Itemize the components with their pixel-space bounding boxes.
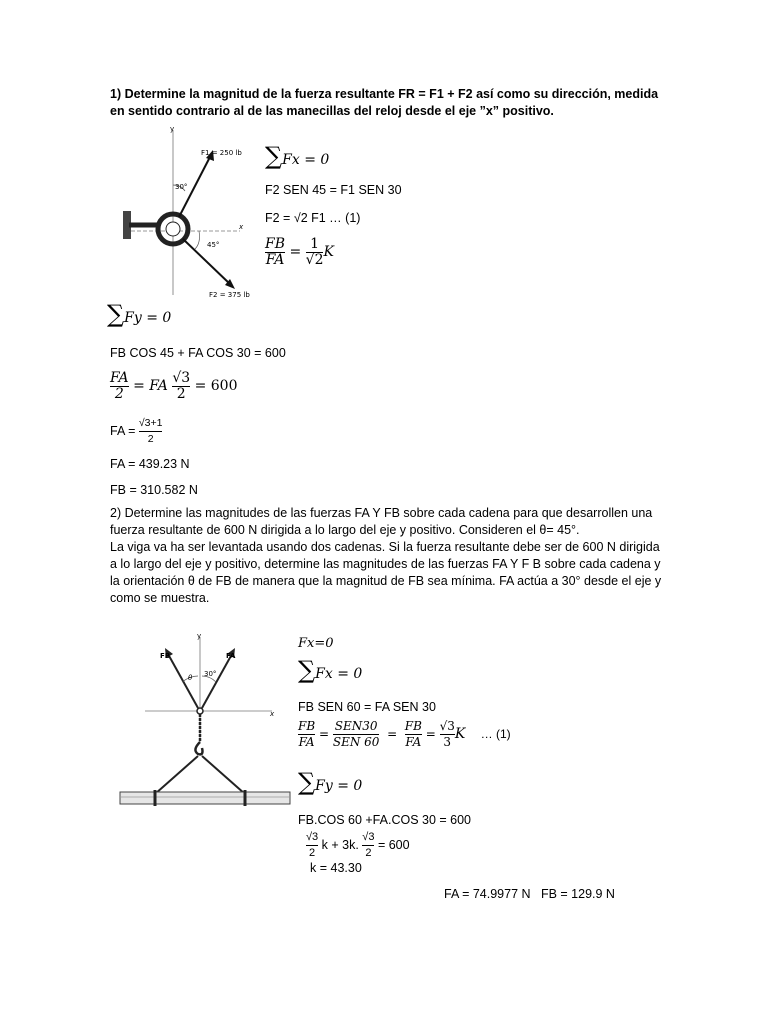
- p2-eq4: $\frac{√3}{2}$ k + 3k. $\frac{√3}{2}$ = 600: [306, 831, 410, 860]
- angle-45-label: 45°: [207, 241, 220, 249]
- fb-label: FB: [160, 652, 171, 660]
- axis-y-label: y: [170, 125, 175, 133]
- p2-sum-fx: ∑Fx = 0: [298, 656, 363, 684]
- p1-eq3: FB COS 45 + FA COS 30 = 600: [110, 346, 286, 360]
- p1-result-fa: FA = 439.23 N: [110, 457, 190, 471]
- angle-45-arc: [195, 231, 200, 249]
- problem2-statement-2: La viga va ha ser levantada usando dos cadenas. Si la fuerza resultante debe ser de 600 N dirigida a lo largo del eje y positivo, determine las magnitudes de las fuerzas FA Y F B sobre cada cadena y la orientación θ de FB de manera que la magnitud de FB sea mínima. FA actúa a 30° desde el eje y como se muestra.: [110, 540, 662, 605]
- sigma-symbol: ∑: [107, 300, 125, 328]
- angle-30-label: 30°: [175, 183, 188, 191]
- hook: [195, 742, 202, 754]
- p2-eq2: $\frac{FB}{FA}$ = $\frac{\text{SEN30}}{\text{SEN 60}}$ = $\frac{FB}{FA}$ = $\frac{√3}{3}$ K … (1): [298, 719, 511, 749]
- angle-30-label: 30°: [204, 670, 217, 678]
- left-chain: [155, 756, 198, 794]
- p1-eq4: $\frac{FA}{2}$ = FA $\frac{√3}{2}$ = 600: [110, 369, 238, 402]
- axis-y-label: y: [197, 632, 202, 640]
- eyebolt-hole: [166, 222, 180, 236]
- p1-result-fb: FB = 310.582 N: [110, 483, 198, 497]
- p1-eq5: FA = $\frac{√3+1}{2}$: [110, 417, 163, 446]
- p1-ratio: $\frac{FB}{FA}$ = $\frac{1}{√2}$ K: [265, 235, 334, 268]
- p1-sum-fy: ∑Fy = 0: [107, 300, 172, 328]
- beam: [120, 792, 290, 804]
- sigma-symbol: ∑: [298, 656, 316, 684]
- theta-label: θ: [188, 674, 193, 682]
- problem1-statement: 1) Determine la magnitud de la fuerza resultante FR = F1 + F2 así como su dirección, medida en sentido contrario al de las manecillas del reloj desde el eje ”x” positivo.: [110, 87, 659, 118]
- axis-x-label: x: [239, 223, 244, 231]
- problem1-figure: [115, 125, 265, 305]
- p2-fx-note: Fx=0: [298, 636, 334, 651]
- p2-sum-fy: ∑Fy = 0: [298, 768, 363, 796]
- p1-eq1: F2 SEN 45 = F1 SEN 30: [265, 183, 402, 197]
- problem2-statement-1: 2) Determine las magnitudes de las fuerzas FA Y FB sobre cada cadena para que desarrollen una fuerza resultante de 600 N dirigida a lo largo del eje y positivo. Consideren el θ= 45°.: [110, 506, 653, 537]
- p2-results: FA = 74.9977 N FB = 129.9 N: [444, 887, 615, 901]
- fa-label: FA: [226, 652, 236, 660]
- sigma-symbol: ∑: [265, 142, 283, 170]
- p1-sum-fx: ∑Fx = 0: [265, 142, 330, 170]
- p1-eq2: F2 = √2 F1 … (1): [265, 211, 361, 225]
- right-chain: [202, 756, 245, 794]
- f1-label: F1 = 250 lb: [201, 149, 242, 157]
- p2-k-value: k = 43.30: [310, 861, 362, 875]
- f2-label: F2 = 375 lb: [209, 291, 250, 299]
- problem2-figure: [140, 632, 290, 817]
- sigma-symbol: ∑: [298, 768, 316, 796]
- axis-x-label: x: [270, 710, 275, 718]
- p2-eq1: FB SEN 60 = FA SEN 30: [298, 700, 436, 714]
- ring: [197, 708, 203, 714]
- fa-chain: [202, 654, 232, 708]
- p2-eq3: FB.COS 60 +FA.COS 30 = 600: [298, 813, 472, 827]
